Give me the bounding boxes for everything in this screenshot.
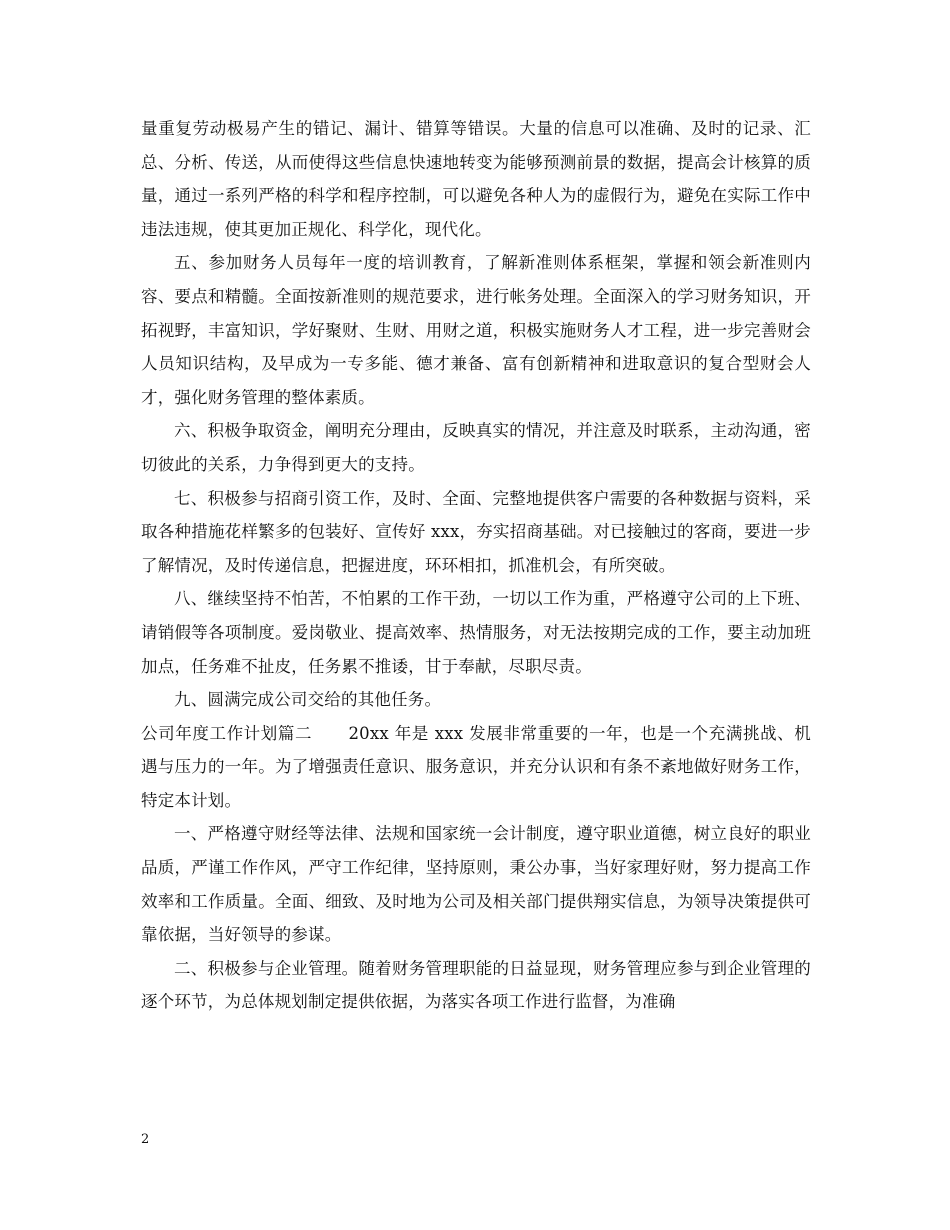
section-intro: 20xx 年是 xxx 发展非常重要的一年，也是一个充满挑战、机遇与压力的一年。为了增强责任意识、服务意识，并充分认识和有条不紊地做好财务工作，特定本计划。 bbox=[141, 723, 811, 810]
paragraph-item-2: 二、积极参与企业管理。随着财务管理职能的日益显现，财务管理应参与到企业管理的逐个环节，为总体规划制定提供依据，为落实各项工作进行监督，为准确 bbox=[141, 958, 811, 1012]
section-title: 公司年度工作计划篇二 bbox=[141, 723, 313, 743]
paragraph-item-9: 九、圆满完成公司交给的其他任务。 bbox=[174, 690, 442, 710]
paragraph-item-6: 六、积极争取资金，阐明充分理由，反映真实的情况，并注意及时联系，主动沟通，密切彼此的关系，力争得到更大的支持。 bbox=[141, 421, 811, 474]
paragraph-item-7: 七、积极参与招商引资工作，及时、全面、完整地提供客户需要的各种数据与资料，采取各种措施花样繁多的包装好、宣传好 xxx，夯实招商基础。对已接触过的客商，要进一步了解情况，及时传递信息，把握进度，环环相扣，抓准机会，有所突破。 bbox=[141, 488, 811, 575]
page-number: 2 bbox=[141, 1132, 150, 1147]
paragraph-item-1: 一、严格遵守财经等法律、法规和国家统一会计制度，遵守职业道德，树立良好的职业品质，严谨工作作风，严守工作纪律，坚持原则，秉公办事，当好家理好财，努力提高工作效率和工作质量。全面、细致、及时地为公司及相关部门提供翔实信息，为领导决策提供可靠依据，当好领导的参谋。 bbox=[141, 824, 811, 945]
paragraph-item-5: 五、参加财务人员每年一度的培训教育，了解新准则体系框架，掌握和领会新准则内容、要点和精髓。全面按新准则的规范要求，进行帐务处理。全面深入的学习财务知识，开拓视野，丰富知识，学好聚财、生财、用财之道，积极实施财务人才工程，进一步完善财会人员知识结构，及早成为一专多能、德才兼备、富有创新精神和进取意识的复合型财会人才，强化财务管理的整体素质。 bbox=[141, 253, 811, 407]
document-body bbox=[141, 112, 811, 1019]
paragraph-item-8: 八、继续坚持不怕苦，不怕累的工作干劲，一切以工作为重，严格遵守公司的上下班、请销假等各项制度。爱岗敬业、提高效率、热情服务，对无法按期完成的工作，要主动加班加点，任务难不扯皮，任务累不推诿，甘于奉献，尽职尽责。 bbox=[141, 589, 811, 676]
section-two-paragraph bbox=[141, 717, 811, 818]
paragraph-continued: 量重复劳动极易产生的错记、漏计、错算等错误。大量的信息可以准确、及时的记录、汇总、分析、传送，从而使得这些信息快速地转变为能够预测前景的数据，提高会计核算的质量，通过一系列严格的科学和程序控制，可以避免各种人为的虚假行为，避免在实际工作中违法违规，使其更加正规化、科学化，现代化。 bbox=[141, 119, 811, 239]
